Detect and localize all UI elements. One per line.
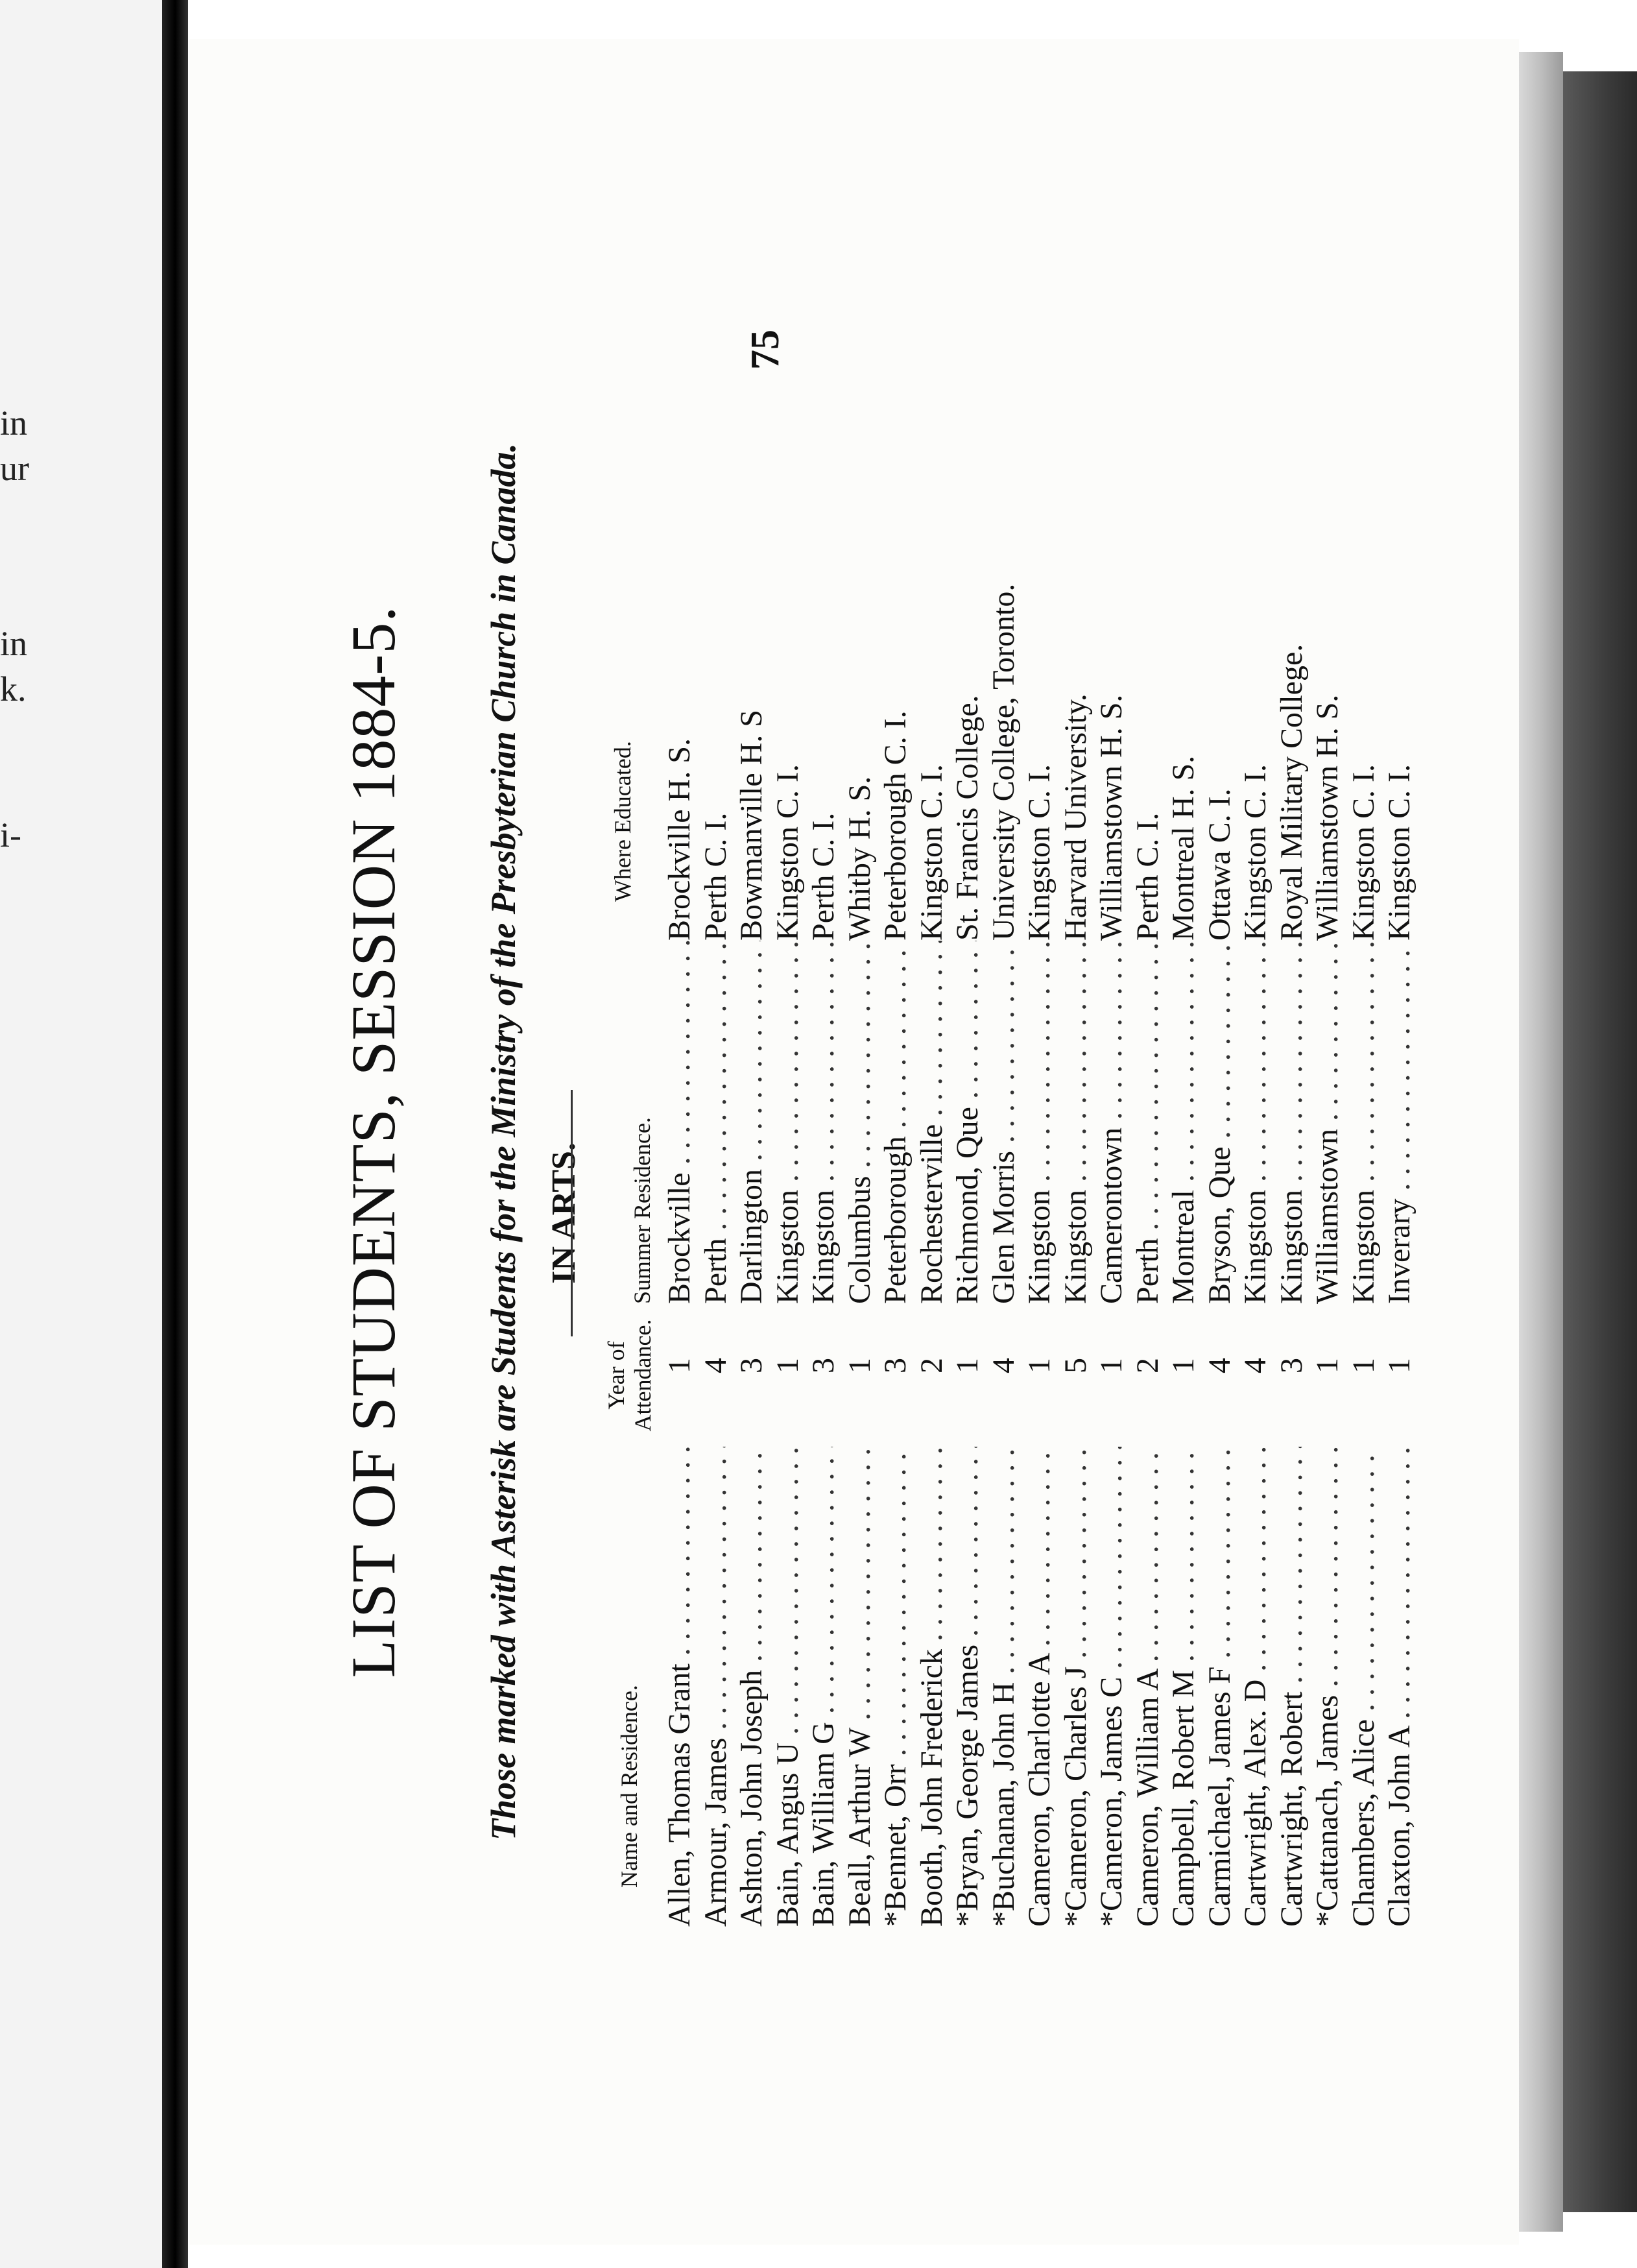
student-year: 3: [734, 1358, 769, 1373]
table-row: [734, 564, 770, 1927]
student-summer-residence: Rochesterville . . .: [914, 941, 950, 1304]
student-year: 1: [842, 1358, 877, 1373]
student-name: *Buchanan, John H . . .: [986, 1447, 1022, 1927]
student-name: Cartwright, Alex. D . . .: [1237, 1447, 1274, 1927]
table-row: [1022, 564, 1058, 1927]
student-summer-residence: Darlington . . .: [734, 941, 770, 1304]
student-name: Booth, John Frederick . . .: [914, 1447, 950, 1927]
student-year: 1: [1310, 1358, 1344, 1373]
student-name: Cartwright, Robert . . .: [1274, 1447, 1310, 1927]
student-summer-residence: Inverary . . .: [1381, 941, 1418, 1304]
student-where-educated: University College, Toronto.: [986, 525, 1022, 941]
student-summer-residence: Richmond, Que . . .: [950, 941, 986, 1304]
column-header-year: Year of Attendance.: [603, 1319, 656, 1432]
student-summer-residence: Glen Morris . . .: [986, 941, 1022, 1304]
student-summer-residence: Kingston . . .: [1346, 941, 1382, 1304]
student-name: Campbell, Robert M . . .: [1165, 1447, 1202, 1927]
student-summer-residence: Williamstown . . .: [1309, 941, 1346, 1304]
student-summer-residence: Perth . . .: [698, 941, 734, 1304]
table-row: [1309, 564, 1346, 1927]
page-subtitle: Those marked with Asterisk are Students for the Ministry of the Presbyterian Church in Canada.: [484, 443, 523, 1840]
student-year: 4: [698, 1358, 733, 1373]
section-heading: IN ARTS.: [545, 1142, 582, 1284]
student-where-educated: Ottawa C. I.: [1202, 525, 1238, 941]
page-title: LIST OF STUDENTS, SESSION 1884-5.: [339, 605, 408, 1678]
student-name: Ashton, John Joseph . . .: [734, 1447, 770, 1927]
student-name: *Bennet, Orr . . .: [878, 1447, 914, 1927]
student-year: 4: [986, 1358, 1021, 1373]
student-name: Carmichael, James F . . .: [1202, 1447, 1238, 1927]
student-where-educated: St. Francis College.: [950, 525, 986, 941]
student-name: *Cattanach, James . . .: [1309, 1447, 1346, 1927]
student-summer-residence: Kingston . . .: [770, 941, 806, 1304]
student-name: *Cameron, Charles J . . .: [1058, 1447, 1094, 1927]
student-where-educated: Harvard University.: [1058, 525, 1094, 941]
table-row: [1058, 564, 1094, 1927]
book-cover-edge: [1563, 71, 1637, 2212]
student-summer-residence: Kingston . . .: [1274, 941, 1310, 1304]
table-row: [1093, 564, 1130, 1927]
student-name: Allen, Thomas Grant . . .: [662, 1447, 698, 1927]
left-page-fragment: k.: [0, 670, 27, 708]
student-table: [662, 564, 1418, 1927]
table-row: [662, 564, 698, 1927]
student-where-educated: Perth C. I.: [698, 525, 734, 941]
student-name: Beall, Arthur W . . .: [842, 1447, 878, 1927]
table-row: [1381, 564, 1418, 1927]
rotated-page-content: [298, 266, 1416, 2018]
student-summer-residence: Kingston . . .: [1237, 941, 1274, 1304]
student-year: 1: [770, 1358, 805, 1373]
table-row: [1130, 564, 1166, 1927]
column-header-summer: Summer Residence.: [629, 1117, 655, 1304]
table-row: [986, 564, 1022, 1927]
table-row: [1346, 564, 1382, 1927]
student-year: 5: [1058, 1358, 1093, 1373]
student-where-educated: Kingston C. I.: [914, 525, 950, 941]
table-row: [950, 564, 986, 1927]
table-row: [770, 564, 806, 1927]
student-year: 2: [1130, 1358, 1165, 1373]
student-summer-residence: Kingston . . .: [806, 941, 842, 1304]
student-year: 4: [1238, 1358, 1273, 1373]
student-where-educated: Williamstown H. S.: [1309, 525, 1346, 941]
student-summer-residence: Perth . . .: [1130, 941, 1166, 1304]
table-row: [1274, 564, 1310, 1927]
table-row: [1202, 564, 1238, 1927]
student-year: 1: [1382, 1358, 1416, 1373]
table-row: [806, 564, 842, 1927]
student-where-educated: Royal Military College.: [1274, 525, 1310, 941]
left-page-fragment: ur: [0, 449, 29, 488]
student-year: 1: [1094, 1358, 1129, 1373]
student-year: 1: [1166, 1358, 1201, 1373]
column-header-name: Name and Residence.: [616, 1685, 642, 1888]
left-page-fragment: in: [0, 624, 28, 663]
student-where-educated: Brockville H. S.: [662, 525, 698, 941]
student-where-educated: Kingston C. I.: [1237, 525, 1274, 941]
student-name: *Cameron, James C . . .: [1093, 1447, 1130, 1927]
student-summer-residence: Bryson, Que . . .: [1202, 941, 1238, 1304]
student-year: 1: [1022, 1358, 1057, 1373]
table-row: [698, 564, 734, 1927]
left-page-fragment: in: [0, 404, 28, 442]
column-header-where: Where Educated.: [610, 741, 636, 902]
student-where-educated: Perth C. I.: [1130, 525, 1166, 941]
section-rule: [571, 1090, 573, 1336]
student-summer-residence: Montreal . . .: [1165, 941, 1202, 1304]
student-summer-residence: Peterborough . . .: [878, 941, 914, 1304]
student-where-educated: Perth C. I.: [806, 525, 842, 941]
student-year: 1: [950, 1358, 985, 1373]
student-summer-residence: Kingston . . .: [1058, 941, 1094, 1304]
student-name: Chambers, Alice . . .: [1346, 1447, 1382, 1927]
page-number: 75: [743, 330, 787, 370]
book-gutter: [162, 0, 188, 2268]
student-where-educated: Kingston C. I.: [1381, 525, 1418, 941]
student-where-educated: Whitby H. S.: [842, 525, 878, 941]
student-name: Claxton, John A . . .: [1381, 1447, 1418, 1927]
student-where-educated: Kingston C. I.: [770, 525, 806, 941]
student-summer-residence: Camerontown . . .: [1093, 941, 1130, 1304]
student-summer-residence: Columbus . . .: [842, 941, 878, 1304]
student-where-educated: Williamstown H. S.: [1093, 525, 1130, 941]
student-summer-residence: Kingston . . .: [1022, 941, 1058, 1304]
student-where-educated: Peterborough C. I.: [878, 525, 914, 941]
student-where-educated: Montreal H. S.: [1165, 525, 1202, 941]
student-summer-residence: Brockville . . .: [662, 941, 698, 1304]
left-page-fragment: i-: [0, 815, 21, 854]
student-year: 4: [1202, 1358, 1237, 1373]
student-year: 1: [1346, 1358, 1381, 1373]
table-row: [878, 564, 914, 1927]
student-year: 2: [914, 1358, 949, 1373]
left-page: [0, 0, 167, 2268]
student-name: Cameron, William A . . .: [1130, 1447, 1166, 1927]
student-name: *Bryan, George James . . .: [950, 1447, 986, 1927]
student-where-educated: Kingston C. I.: [1022, 525, 1058, 941]
student-name: Armour, James . . .: [698, 1447, 734, 1927]
student-where-educated: Bowmanville H. S: [734, 525, 770, 941]
table-row: [842, 564, 878, 1927]
student-year: 3: [1274, 1358, 1309, 1373]
table-row: [1165, 564, 1202, 1927]
student-where-educated: Kingston C. I.: [1346, 525, 1382, 941]
student-name: Bain, Angus U . . .: [770, 1447, 806, 1927]
student-year: 3: [878, 1358, 913, 1373]
table-row: [914, 564, 950, 1927]
table-row: [1237, 564, 1274, 1927]
student-year: 1: [662, 1358, 697, 1373]
student-name: Cameron, Charlotte A . . .: [1022, 1447, 1058, 1927]
student-name: Bain, William G . . .: [806, 1447, 842, 1927]
student-year: 3: [806, 1358, 841, 1373]
